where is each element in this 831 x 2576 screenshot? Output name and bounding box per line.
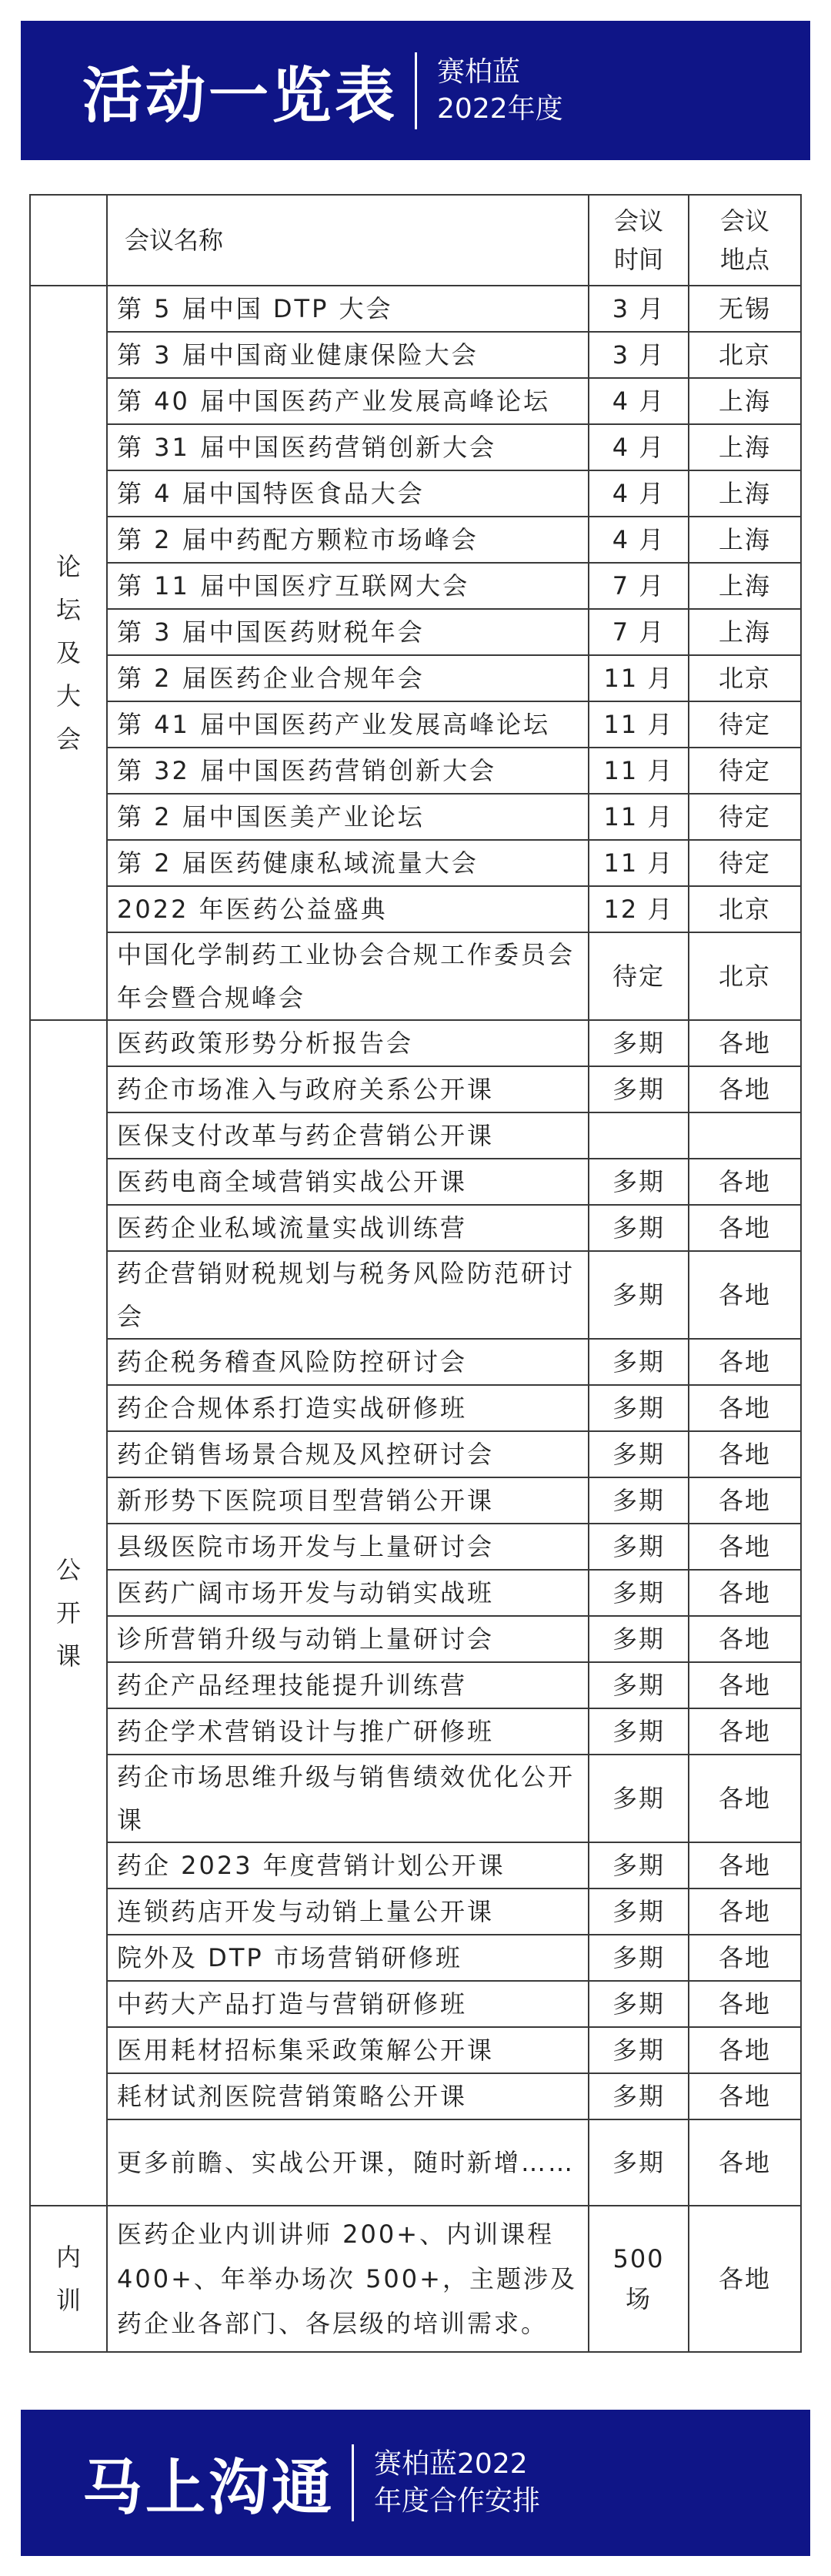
event-location-cell: 上海 (689, 563, 801, 609)
table-row (30, 1112, 801, 1159)
event-name-cell: 药企销售场景合规及风控研讨会 (107, 1431, 589, 1477)
event-location-cell: 各地 (689, 1205, 801, 1251)
table-row (30, 748, 801, 794)
event-location-cell: 各地 (689, 2206, 801, 2352)
event-time-cell: 多期 (589, 2119, 689, 2206)
event-location-cell: 各地 (689, 1159, 801, 1205)
event-location-cell: 各地 (689, 1708, 801, 1755)
event-time-cell: 11 月 (589, 655, 689, 701)
event-location-cell: 各地 (689, 1066, 801, 1112)
header-subtitle (437, 54, 563, 128)
table-row (30, 1251, 801, 1339)
header-year: 2022年度 (437, 92, 563, 125)
table-row (30, 470, 801, 517)
event-location-cell: 各地 (689, 1251, 801, 1339)
event-name-cell: 医药政策形势分析报告会 (107, 1020, 589, 1066)
event-time-cell: 3 月 (589, 286, 689, 332)
event-location-cell: 各地 (689, 1385, 801, 1431)
table-row (30, 1431, 801, 1477)
header-divider (415, 52, 417, 129)
event-name-cell: 新形势下医院项目型营销公开课 (107, 1477, 589, 1524)
event-time-cell: 4 月 (589, 378, 689, 424)
event-name-cell: 第 3 届中国商业健康保险大会 (107, 332, 589, 378)
table-row (30, 1066, 801, 1112)
table-row (30, 840, 801, 886)
event-time-cell: 11 月 (589, 794, 689, 840)
header-time-line1: 会议 (613, 206, 663, 236)
event-time-cell: 11 月 (589, 840, 689, 886)
event-location-cell: 上海 (689, 609, 801, 655)
event-time-cell: 多期 (589, 1935, 689, 1981)
table-row (30, 1616, 801, 1662)
table-row (30, 517, 801, 563)
event-location-cell: 各地 (689, 1431, 801, 1477)
table-row (30, 1981, 801, 2027)
event-time-cell: 多期 (589, 1755, 689, 1842)
event-time-cell: 多期 (589, 1020, 689, 1066)
event-time-cell: 4 月 (589, 517, 689, 563)
footer-banner (21, 2410, 810, 2556)
event-time-cell: 4 月 (589, 470, 689, 517)
event-name-cell: 诊所营销升级与动销上量研讨会 (107, 1616, 589, 1662)
event-location-cell: 各地 (689, 1570, 801, 1616)
table-body (30, 286, 801, 2352)
event-time-cell: 多期 (589, 1385, 689, 1431)
table-row (30, 563, 801, 609)
event-name-cell: 医药企业私域流量实战训练营 (107, 1205, 589, 1251)
event-time-cell: 多期 (589, 1159, 689, 1205)
event-location-cell: 各地 (689, 1662, 801, 1708)
event-name-cell: 第 40 届中国医药产业发展高峰论坛 (107, 378, 589, 424)
event-name-cell: 第 5 届中国 DTP 大会 (107, 286, 589, 332)
event-name-cell: 第 2 届医药健康私域流量大会 (107, 840, 589, 886)
event-location-cell: 各地 (689, 1889, 801, 1935)
event-location-cell: 无锡 (689, 286, 801, 332)
category-cell: 公 开 课 (30, 1020, 107, 2206)
table-header-row (30, 195, 801, 286)
table-row (30, 1524, 801, 1570)
event-time-cell: 7 月 (589, 609, 689, 655)
event-time-cell: 4 月 (589, 424, 689, 470)
event-name-cell: 耗材试剂医院营销策略公开课 (107, 2073, 589, 2119)
event-name-cell: 第 2 届中药配方颗粒市场峰会 (107, 517, 589, 563)
table-row (30, 1159, 801, 1205)
event-name-cell: 药企营销财税规划与税务风险防范研讨会 (107, 1251, 589, 1339)
footer-divider (352, 2444, 354, 2521)
table-row (30, 1385, 801, 1431)
event-time-cell: 多期 (589, 2027, 689, 2073)
table-row (30, 378, 801, 424)
header-time-cell (589, 195, 689, 286)
event-location-cell: 北京 (689, 655, 801, 701)
table-row (30, 1889, 801, 1935)
event-location-cell: 上海 (689, 424, 801, 470)
table-row (30, 1708, 801, 1755)
footer-title: 马上沟通 (82, 2454, 335, 2523)
header-loc-line1: 会议 (719, 206, 769, 236)
event-location-cell: 待定 (689, 794, 801, 840)
event-time-cell: 500 场 (589, 2206, 689, 2352)
event-location-cell: 各地 (689, 1339, 801, 1385)
header-name-cell: 会议名称 (107, 195, 589, 286)
table-row (30, 1339, 801, 1385)
footer-line1: 赛柏蓝2022 (374, 2448, 528, 2480)
event-name-cell: 中药大产品打造与营销研修班 (107, 1981, 589, 2027)
event-location-cell: 各地 (689, 1981, 801, 2027)
table-row (30, 2206, 801, 2352)
table-row (30, 932, 801, 1020)
event-time-cell: 多期 (589, 1066, 689, 1112)
table-row (30, 701, 801, 748)
event-location-cell: 北京 (689, 332, 801, 378)
table-row (30, 1477, 801, 1524)
event-name-cell: 医药电商全域营销实战公开课 (107, 1159, 589, 1205)
event-location-cell: 各地 (689, 2119, 801, 2206)
event-location-cell: 各地 (689, 1755, 801, 1842)
event-location-cell: 各地 (689, 2027, 801, 2073)
table-row (30, 2027, 801, 2073)
event-name-cell: 医药广阔市场开发与动销实战班 (107, 1570, 589, 1616)
event-time-cell (589, 1112, 689, 1159)
event-name-cell: 连锁药店开发与动销上量公开课 (107, 1889, 589, 1935)
table-row (30, 1755, 801, 1842)
category-cell: 论 坛 及 大 会 (30, 286, 107, 1020)
event-time-cell: 多期 (589, 1570, 689, 1616)
event-name-cell: 药企市场思维升级与销售绩效优化公开课 (107, 1755, 589, 1842)
events-table (29, 194, 802, 2353)
event-name-cell: 药企合规体系打造实战研修班 (107, 1385, 589, 1431)
event-name-cell: 第 31 届中国医药营销创新大会 (107, 424, 589, 470)
event-name-cell: 医用耗材招标集采政策解公开课 (107, 2027, 589, 2073)
table-row (30, 2119, 801, 2206)
event-name-cell: 第 2 届医药企业合规年会 (107, 655, 589, 701)
event-time-cell: 多期 (589, 1431, 689, 1477)
event-time-cell: 多期 (589, 1524, 689, 1570)
header-org: 赛柏蓝 (437, 55, 521, 88)
table-row (30, 1662, 801, 1708)
event-location-cell: 各地 (689, 1524, 801, 1570)
table-row (30, 332, 801, 378)
table-row (30, 655, 801, 701)
event-time-cell: 待定 (589, 932, 689, 1020)
table-row (30, 794, 801, 840)
event-name-cell: 2022 年医药公益盛典 (107, 886, 589, 932)
event-name-cell: 第 11 届中国医疗互联网大会 (107, 563, 589, 609)
event-name-cell: 第 3 届中国医药财税年会 (107, 609, 589, 655)
event-location-cell: 各地 (689, 1020, 801, 1066)
event-name-cell: 院外及 DTP 市场营销研修班 (107, 1935, 589, 1981)
footer-subtitle (374, 2446, 540, 2520)
event-name-cell: 药企市场准入与政府关系公开课 (107, 1066, 589, 1112)
event-location-cell: 上海 (689, 517, 801, 563)
event-time-cell: 多期 (589, 1251, 689, 1339)
event-time-cell: 多期 (589, 1616, 689, 1662)
event-time-cell: 多期 (589, 1205, 689, 1251)
table-row (30, 1570, 801, 1616)
event-time-cell: 3 月 (589, 332, 689, 378)
event-location-cell: 各地 (689, 1935, 801, 1981)
table-row (30, 1842, 801, 1889)
table-row (30, 1205, 801, 1251)
event-name-cell: 第 2 届中国医美产业论坛 (107, 794, 589, 840)
event-name-cell: 中国化学制药工业协会合规工作委员会年会暨合规峰会 (107, 932, 589, 1020)
event-location-cell: 上海 (689, 378, 801, 424)
header-category-cell (30, 195, 107, 286)
event-name-cell: 县级医院市场开发与上量研讨会 (107, 1524, 589, 1570)
event-name-cell: 更多前瞻、实战公开课，随时新增…… (107, 2119, 589, 2206)
footer-line2: 年度合作安排 (374, 2485, 541, 2517)
event-time-cell: 多期 (589, 1842, 689, 1889)
event-location-cell: 各地 (689, 1842, 801, 1889)
table-row (30, 1935, 801, 1981)
event-location-cell: 各地 (689, 1477, 801, 1524)
header-loc-line2: 地点 (719, 245, 769, 274)
event-time-cell: 11 月 (589, 701, 689, 748)
event-location-cell (689, 1112, 801, 1159)
event-time-cell: 多期 (589, 2073, 689, 2119)
event-location-cell: 待定 (689, 840, 801, 886)
event-location-cell: 各地 (689, 2073, 801, 2119)
event-name-cell: 医保支付改革与药企营销公开课 (107, 1112, 589, 1159)
event-location-cell: 北京 (689, 932, 801, 1020)
header-banner (21, 21, 810, 160)
category-cell: 内 训 (30, 2206, 107, 2352)
event-name-cell: 第 41 届中国医药产业发展高峰论坛 (107, 701, 589, 748)
event-time-cell: 多期 (589, 1477, 689, 1524)
table-row (30, 424, 801, 470)
event-time-cell: 12 月 (589, 886, 689, 932)
event-name-cell: 药企 2023 年度营销计划公开课 (107, 1842, 589, 1889)
table-row (30, 1020, 801, 1066)
event-time-cell: 多期 (589, 1708, 689, 1755)
event-location-cell: 上海 (689, 470, 801, 517)
event-time-cell: 多期 (589, 1339, 689, 1385)
header-time-line2: 时间 (613, 245, 663, 274)
event-name-cell: 第 4 届中国特医食品大会 (107, 470, 589, 517)
table-row (30, 2073, 801, 2119)
event-time-cell: 多期 (589, 1889, 689, 1935)
event-location-cell: 北京 (689, 886, 801, 932)
event-name-cell: 药企学术营销设计与推广研修班 (107, 1708, 589, 1755)
event-name-cell: 药企产品经理技能提升训练营 (107, 1662, 589, 1708)
event-time-cell: 多期 (589, 1981, 689, 2027)
event-time-cell: 11 月 (589, 748, 689, 794)
table-row (30, 286, 801, 332)
event-name-cell: 第 32 届中国医药营销创新大会 (107, 748, 589, 794)
event-time-cell: 多期 (589, 1662, 689, 1708)
event-location-cell: 待定 (689, 748, 801, 794)
event-time-cell: 7 月 (589, 563, 689, 609)
event-name-cell: 药企税务稽查风险防控研讨会 (107, 1339, 589, 1385)
table-row (30, 609, 801, 655)
header-loc-cell (689, 195, 801, 286)
page-title: 活动一览表 (82, 61, 399, 131)
event-location-cell: 待定 (689, 701, 801, 748)
table-row (30, 886, 801, 932)
event-name-cell: 医药企业内训讲师 200+、内训课程 400+、年举办场次 500+，主题涉及药企业各部门、各层级的培训需求。 (107, 2206, 589, 2352)
event-location-cell: 各地 (689, 1616, 801, 1662)
